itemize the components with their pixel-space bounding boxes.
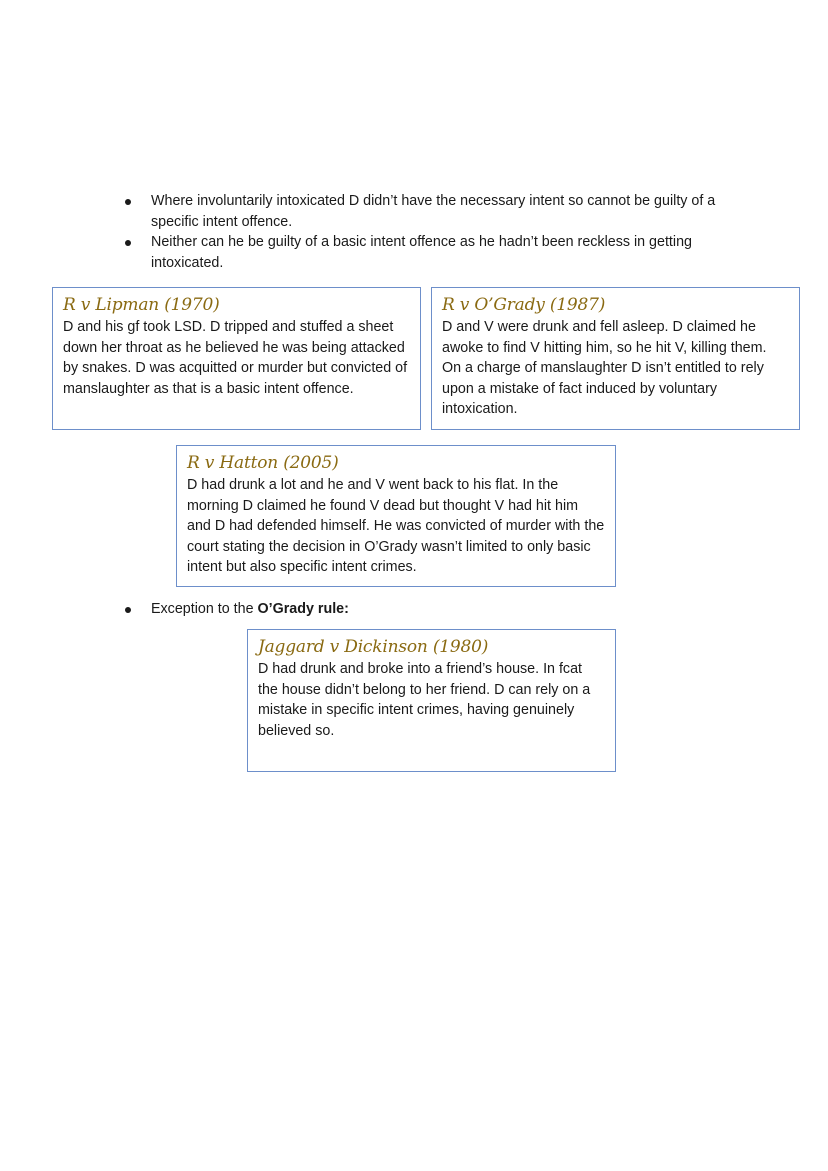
bullet-text: Where involuntarily intoxicated D didn’t have the necessary intent so cannot be guilty of a specific intent offence. — [151, 193, 716, 230]
case-title: Jaggard v Dickinson (1980) — [258, 637, 489, 657]
case-title: R v O’Grady (1987) — [442, 295, 606, 315]
case-title: R v Lipman (1970) — [63, 295, 220, 315]
bullet-icon — [125, 607, 131, 613]
exception-prefix: Exception to the — [151, 601, 258, 617]
exception-section — [118, 599, 718, 620]
bullet-involuntary-intoxication — [118, 191, 738, 232]
case-box-jaggard — [247, 629, 616, 772]
case-body: D had drunk and broke into a friend’s house. In fcat the house didn’t belong to her friend. D can rely on a mistake in specific intent crimes, having genuinely believed so. — [258, 661, 591, 739]
case-body: D and V were drunk and fell asleep. D claimed he awoke to find V hitting him, so he hit V, killing them. On a charge of manslaughter D isn’t entitled to rely upon a mistake of fact induced by voluntary intoxication. — [442, 319, 767, 417]
case-body: D and his gf took LSD. D tripped and stuffed a sheet down her throat as he believed he was being attacked by snakes. D was acquitted or murder but convicted of manslaughter as that is a basic intent offence. — [63, 319, 408, 397]
bullet-exception — [118, 599, 718, 620]
case-body: D had drunk a lot and he and V went back to his flat. In the morning D claimed he found V dead but thought V had hit him and D had defended himself. He was convicted of murder with the court stating the decision in O’Grady wasn’t limited to only basic intent but also specific intent crimes. — [187, 477, 605, 575]
case-box-ogrady — [431, 287, 800, 430]
case-title: R v Hatton (2005) — [187, 453, 339, 473]
case-box-hatton — [176, 445, 616, 587]
bullet-icon — [125, 240, 131, 246]
bullet-text: Neither can he be guilty of a basic intent offence as he hadn’t been reckless in getting intoxicated. — [151, 234, 692, 271]
case-box-lipman — [52, 287, 421, 430]
exception-rule-name: O’Grady rule: — [257, 601, 349, 617]
intro-bullet-list — [118, 191, 738, 273]
bullet-basic-intent — [118, 232, 738, 273]
bullet-icon — [125, 199, 131, 205]
